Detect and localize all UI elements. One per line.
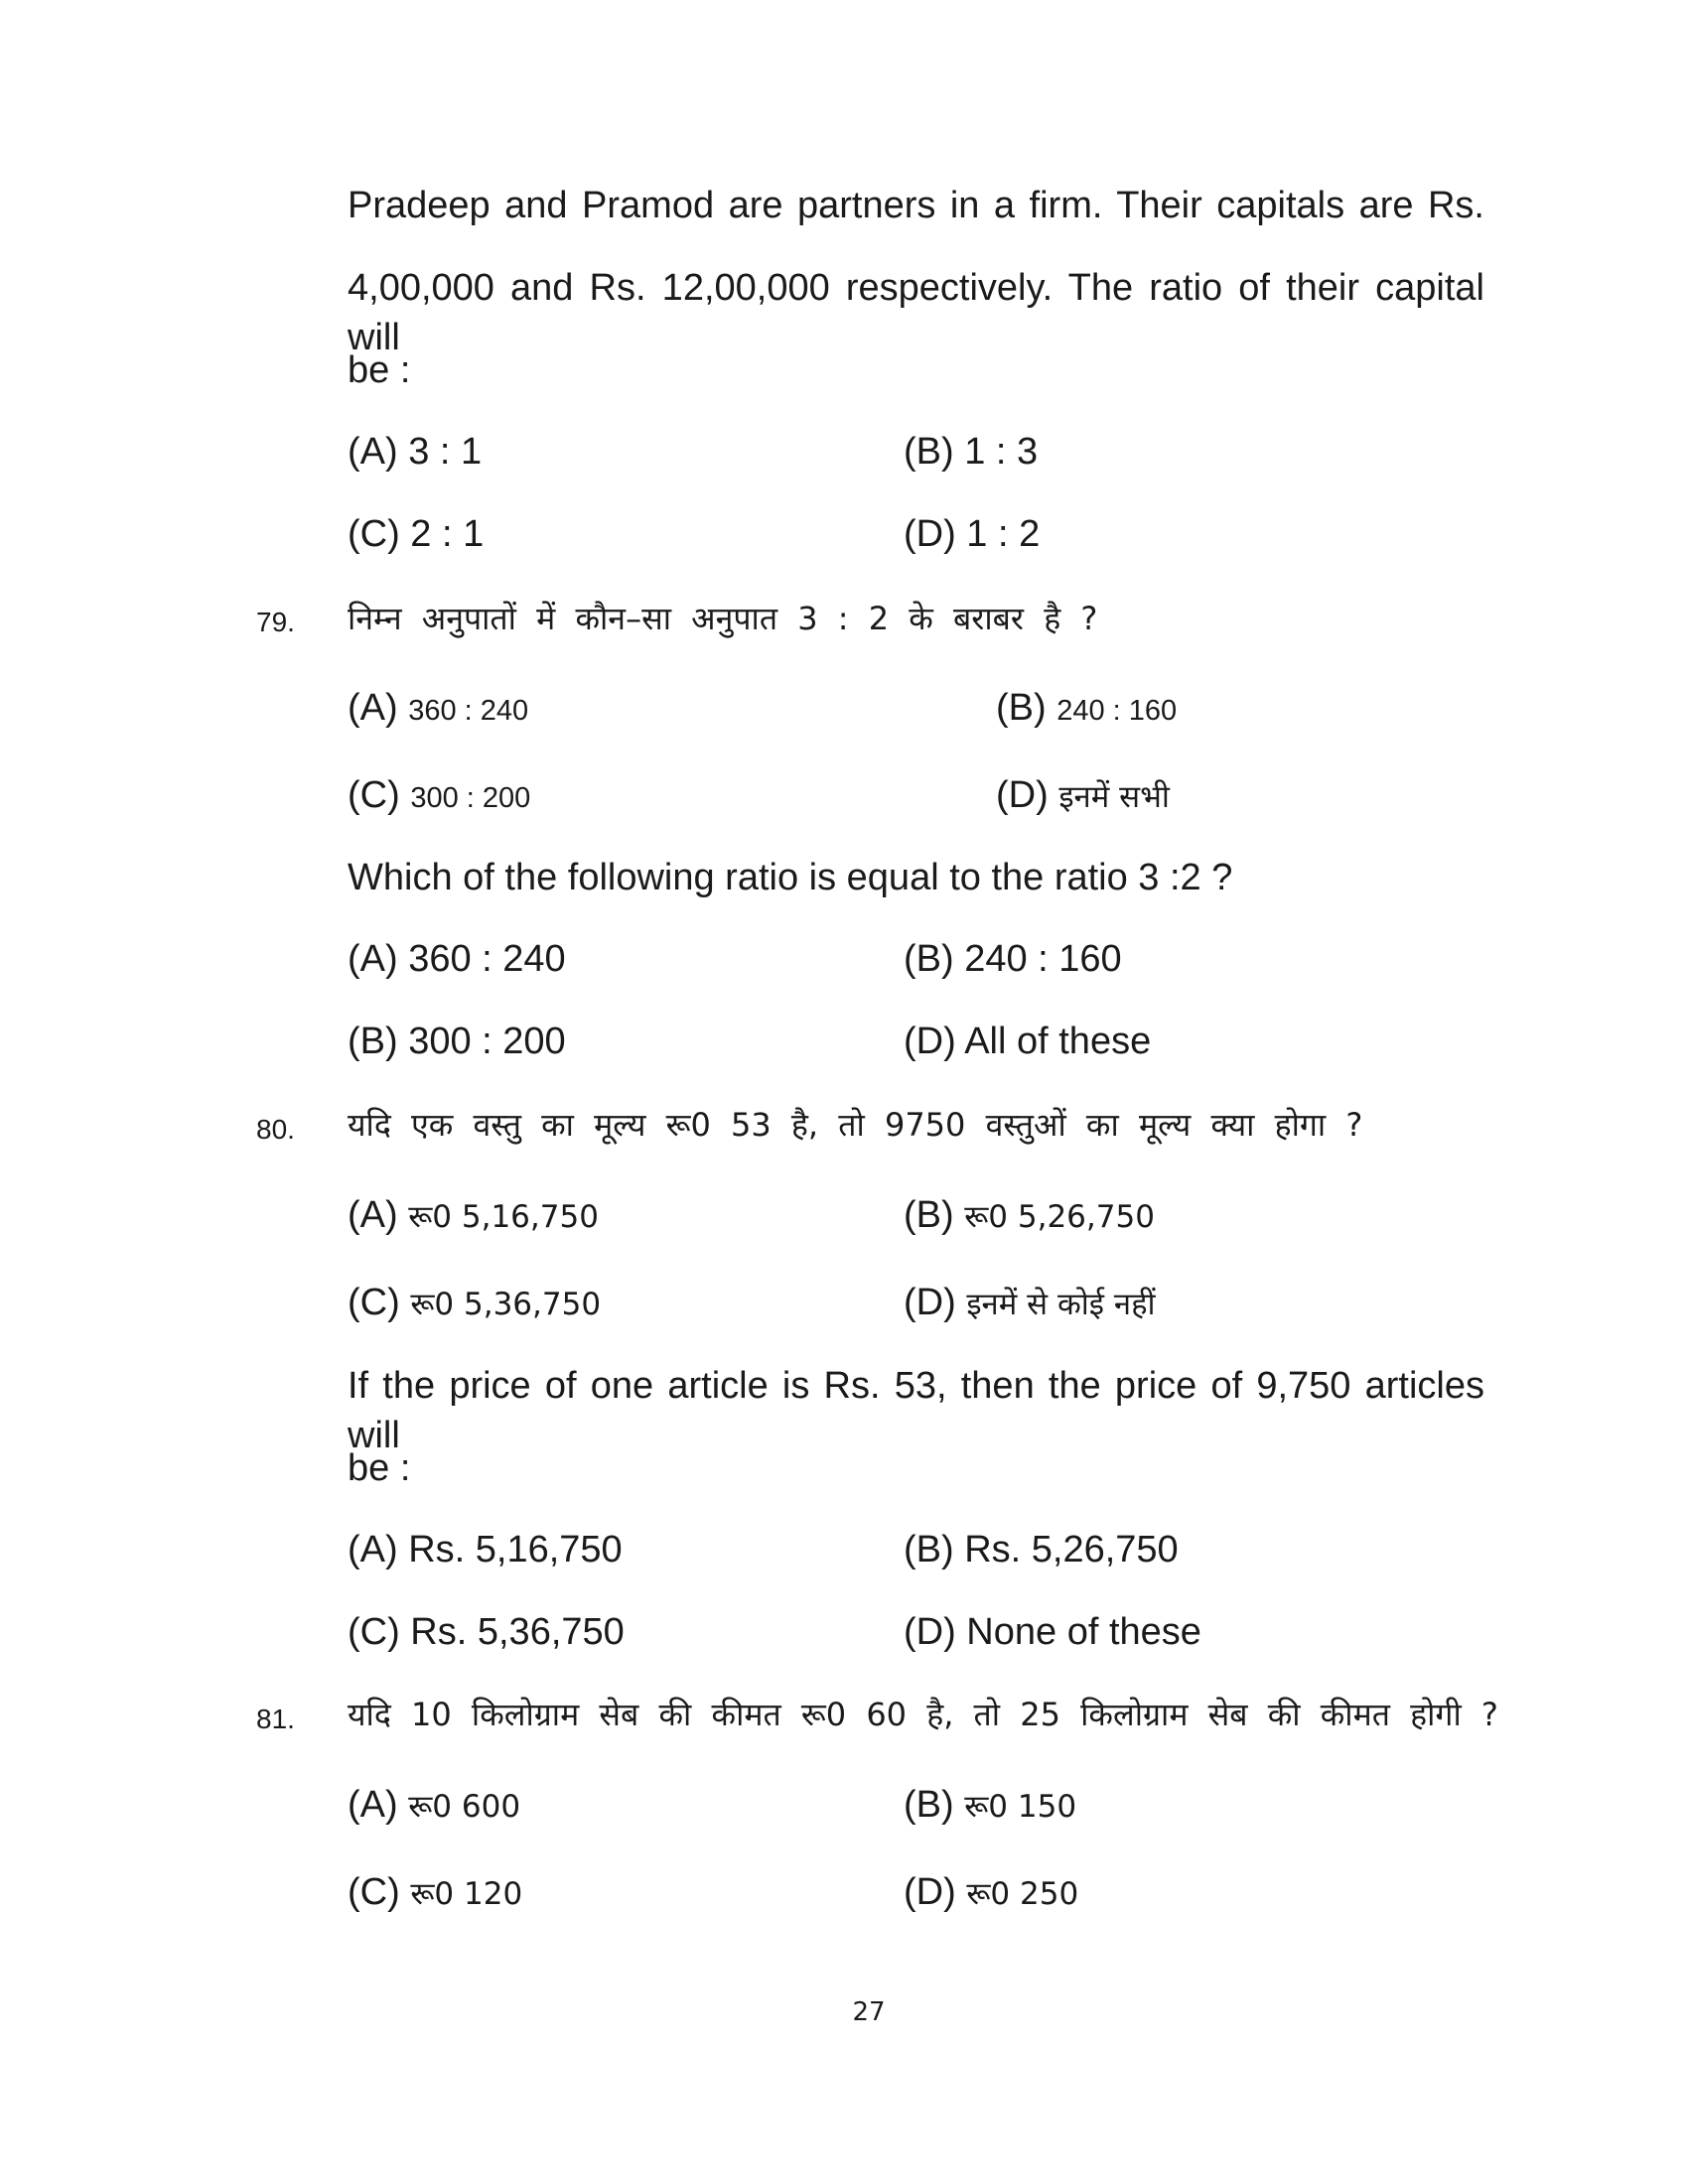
option-text: रू0 5,16,750 (408, 1199, 599, 1235)
option-letter: (B) (904, 1194, 954, 1236)
option-text: रू0 600 (408, 1789, 521, 1825)
option-letter: (C) (348, 1871, 400, 1913)
q80-english-option-c: (C) Rs. 5,36,750 (348, 1611, 625, 1653)
option-text: 360 : 240 (408, 695, 529, 727)
option-letter: (D) (904, 1282, 956, 1323)
option-text: रू0 120 (410, 1876, 523, 1912)
q81-hindi-question: यदि 10 किलोग्राम सेब की कीमत रू0 60 है, तो 25 किलोग्राम सेब की कीमत होगी ? (348, 1696, 1498, 1733)
q80-hindi-question: यदि एक वस्तु का मूल्य रू0 53 है, तो 9750 वस्तुओं का मूल्य क्या होगा ? (348, 1106, 1363, 1144)
q79-number: 79. (256, 607, 295, 637)
option-letter: (B) (904, 1784, 954, 1826)
option-letter: (C) (348, 1282, 400, 1323)
q79-english-option-b: (B) 240 : 160 (904, 938, 1122, 980)
option-text: 300 : 200 (410, 782, 531, 814)
q80-hindi-option-d (904, 1278, 1156, 1329)
option-text: रू0 5,26,750 (964, 1199, 1155, 1235)
q78-line-2: 4,00,000 and Rs. 12,00,000 respectively. The ratio of their capital will (348, 267, 1484, 358)
q81-number: 81. (256, 1704, 295, 1734)
q79-english-option-c: (B) 300 : 200 (348, 1021, 566, 1062)
q79-hindi-option-d (996, 770, 1170, 822)
option-text: रू0 5,36,750 (410, 1287, 602, 1322)
q80-english-option-b: (B) Rs. 5,26,750 (904, 1529, 1179, 1570)
q80-english-line-1: If the price of one article is Rs. 53, then the price of 9,750 articles will (348, 1365, 1484, 1456)
q78-option-b: (B) 1 : 3 (904, 431, 1039, 473)
q78-line-3: be : (348, 349, 411, 391)
option-text: रू0 150 (964, 1789, 1077, 1825)
q80-hindi-option-b (904, 1190, 1155, 1242)
q80-number: 80. (256, 1114, 295, 1145)
q79-english-option-d: (D) All of these (904, 1021, 1152, 1062)
q81-hindi-option-c (348, 1867, 522, 1919)
q79-english-question: Which of the following ratio is equal to the ratio 3 :2 ? (348, 857, 1233, 898)
q81-hindi-option-b (904, 1780, 1076, 1832)
option-letter: (D) (996, 774, 1049, 816)
option-text: इनमें सभी (1058, 779, 1170, 815)
q79-hindi-option-b (996, 683, 1177, 736)
option-letter: (A) (348, 1194, 398, 1236)
q80-english-option-d: (D) None of these (904, 1611, 1201, 1653)
q80-english-line-2: be : (348, 1447, 411, 1489)
option-text: इनमें से कोई नहीं (966, 1287, 1156, 1322)
q78-option-a: (A) 3 : 1 (348, 431, 483, 473)
option-letter: (A) (348, 687, 398, 729)
q80-hindi-option-a (348, 1190, 599, 1242)
q81-hindi-option-a (348, 1780, 520, 1832)
option-letter: (D) (904, 1871, 956, 1913)
q79-hindi-option-c (348, 770, 530, 823)
option-letter: (C) (348, 774, 400, 816)
q78-option-c: (C) 2 : 1 (348, 513, 485, 555)
option-letter: (A) (348, 1784, 398, 1826)
q78-option-d: (D) 1 : 2 (904, 513, 1041, 555)
q80-english-option-a: (A) Rs. 5,16,750 (348, 1529, 623, 1570)
option-text: रू0 250 (966, 1876, 1079, 1912)
q79-hindi-question: निम्न अनुपातों में कौन–सा अनुपात 3 : 2 के बराबर है ? (348, 600, 1098, 637)
page-number: 27 (852, 1997, 886, 2027)
q78-line-1: Pradeep and Pramod are partners in a firm. Their capitals are Rs. (348, 185, 1484, 226)
option-text: 240 : 160 (1056, 695, 1178, 727)
option-letter: (B) (996, 687, 1047, 729)
q79-hindi-option-a (348, 683, 528, 736)
q80-hindi-option-c (348, 1278, 601, 1329)
q79-english-option-a: (A) 360 : 240 (348, 938, 566, 980)
q81-hindi-option-d (904, 1867, 1078, 1919)
